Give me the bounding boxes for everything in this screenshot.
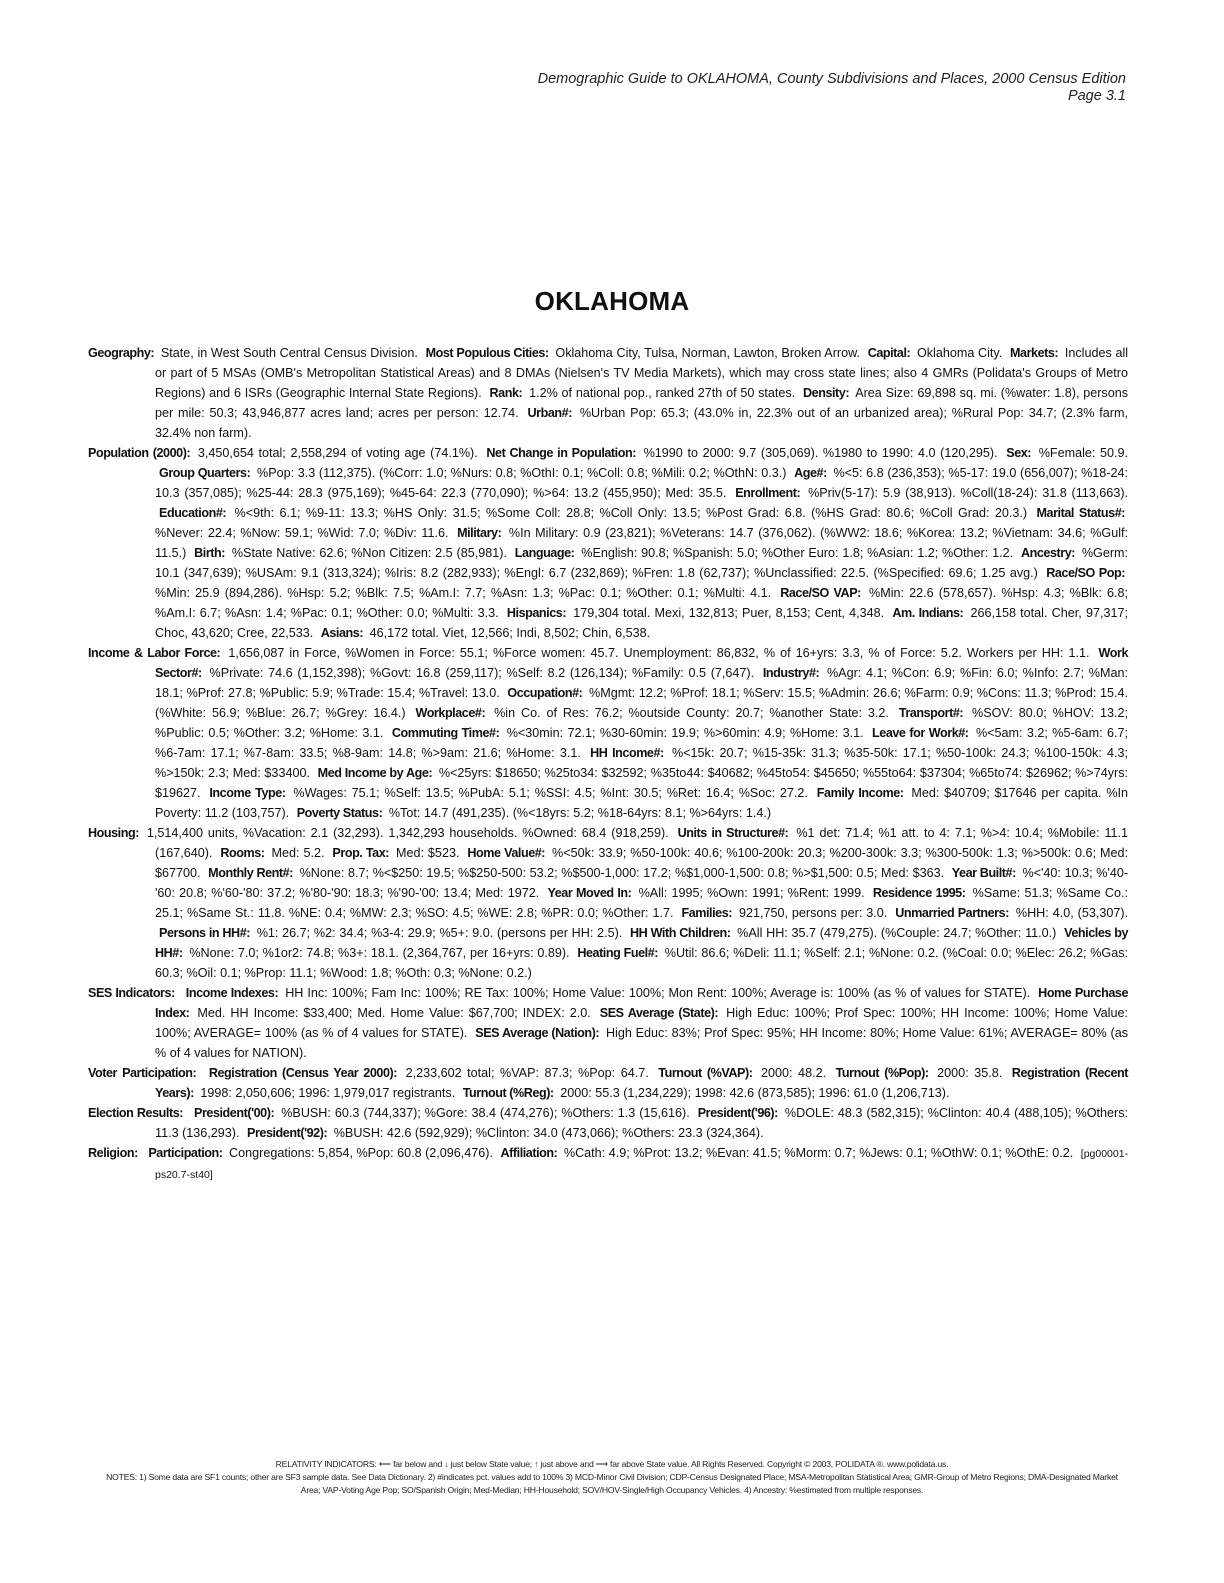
- field-value: %DOLE: 48.3 (582,315); %Clinton: 40.4 (488,105); %Others: 11.3 (136,293).: [155, 1106, 1129, 1140]
- field-value: %Germ: 10.1 (347,639); %USAm: 9.1 (313,324); %Iris: 8.2 (282,933); %Engl: 6.7 (232,869); %Fren: 1.8 (62,737); %Unclassified: 22.5. (%Specified: 69.6; 1.25 avg.): [155, 546, 1129, 580]
- field-value: HH Inc: 100%; Fam Inc: 100%; RE Tax: 100%; Home Value: 100%; Mon Rent: 100%; Average is: 100% (as % of values for STATE).: [285, 986, 1031, 1000]
- field-value: Med: $40709; $17646 per capita. %In Poverty: 11.2 (103,757).: [155, 786, 1129, 820]
- field-value: %Cath: 4.9; %Prot: 13.2; %Evan: 41.5; %Morm: 0.7; %Jews: 0.1; %OthW: 0.1; %OthE: 0.2.: [563, 1146, 1074, 1160]
- section-label: Religion:: [88, 1146, 138, 1160]
- field-label: Transport#:: [898, 706, 964, 720]
- field-label: Turnout (%Reg):: [462, 1086, 554, 1100]
- field-value: Area Size: 69,898 sq. mi. (%water: 1.8), persons per mile: 50.3; 43,946,877 acres land; acres per person: 12.74.: [155, 386, 1129, 420]
- field-value: 2000: 35.8.: [937, 1066, 1003, 1080]
- field-value: Med: 5.2.: [271, 846, 325, 860]
- field-label: Military:: [457, 526, 502, 540]
- field-value: %1: 26.7; %2: 34.4; %3-4: 29.9; %5+: 9.0. (persons per HH: 2.5).: [256, 926, 623, 940]
- section-election: [88, 1103, 1128, 1143]
- field-value: %Urban Pop: 65.3; (43.0% in, 22.3% out of an urbanized area); %Rural Pop: 34.7; (2.3% farm, 32.4% non farm).: [155, 406, 1128, 440]
- field-value: %1990 to 2000: 9.7 (305,069). %1980 to 1990: 4.0 (120,295).: [643, 446, 998, 460]
- field-value: %HH: 4.0, (53,307).: [1015, 906, 1129, 920]
- field-label: Turnout (%Pop):: [835, 1066, 929, 1080]
- field-value: %Pop: 3.3 (112,375). (%Corr: 1.0; %Nurs: 0.8; %OthI: 0.1; %Coll: 0.8; %Mili: 0.2; %OthN: 0.3.): [257, 466, 787, 480]
- section-text: 3,450,654 total; 2,558,294 of voting age (74.1%).: [197, 446, 478, 460]
- field-label: Age#:: [794, 466, 827, 480]
- section-population: [88, 443, 1128, 643]
- field-value: %<30min: 72.1; %30-60min: 19.9; %>60min: 4.9; %Home: 3.1.: [506, 726, 864, 740]
- field-value: %Agr: 4.1; %Con: 6.9; %Fin: 6.0; %Info: 2.7; %Man: 18.1; %Prof: 27.8; %Public: 5.9; %Trade: 15.4; %Travel: 13.0.: [155, 666, 1129, 700]
- field-value: 179,304 total. Mexi, 132,813; Puer, 8,153; Cent, 4,348.: [573, 606, 885, 620]
- field-label: Marital Status#:: [1036, 506, 1125, 520]
- field-label: Asians:: [320, 626, 364, 640]
- field-value: %1 det: 71.4; %1 att. to 4: 7.1; %>4: 10.4; %Mobile: 11.1 (167,640).: [155, 826, 1129, 860]
- field-value: %<50k: 33.9; %50-100k: 40.6; %100-200k: 20.3; %200-300k: 3.3; %300-500k: 1.3; %>500k: 0.6; Med: $67700.: [155, 846, 1129, 880]
- field-label: Residence 1995:: [872, 886, 966, 900]
- field-value: Med: $523.: [395, 846, 460, 860]
- field-label: Commuting Time#:: [391, 726, 500, 740]
- field-label: Registration (Recent Years):: [155, 1066, 1129, 1100]
- field-value: %All: 1995; %Own: 1991; %Rent: 1999.: [638, 886, 865, 900]
- section-text: 1,514,400 units, %Vacation: 2.1 (32,293). 1,342,293 households. %Owned: 68.4 (918,259).: [146, 826, 669, 840]
- field-value: Congregations: 5,854, %Pop: 60.8 (2,096,476).: [229, 1146, 493, 1160]
- field-value: High Educ: 83%; Prof Spec: 95%; HH Income: 80%; Home Value: 61%; AVERAGE= 80% (as % of 4 values for NATION).: [155, 1026, 1129, 1060]
- relativity-indicators: RELATIVITY INDICATORS: ⟵ far below and ↓ just below State value; ↑ just above and ⟶ far above State value. All Rights Reserved. Copyright © 2003, POLIDATA ®. www.polidata.us.: [275, 1459, 949, 1469]
- field-label: Home Value#:: [467, 846, 546, 860]
- field-value: %<5: 6.8 (236,353); %5-17: 19.0 (656,007); %18-24: 10.3 (357,085); %25-44: 28.3 (975,169); %45-64: 22.3 (770,090); %>64: 13.2 (455,950); Med: 35.5.: [155, 466, 1129, 500]
- field-value: Oklahoma City, Tulsa, Norman, Lawton, Broken Arrow.: [555, 346, 860, 360]
- field-label: Affiliation:: [500, 1146, 558, 1160]
- field-label: Language:: [514, 546, 575, 560]
- field-label: Year Moved In:: [547, 886, 632, 900]
- field-value: %State Native: 62.6; %Non Citizen: 2.5 (85,981).: [231, 546, 507, 560]
- field-value: %<15k: 20.7; %15-35k: 31.3; %35-50k: 17.1; %50-100k: 24.3; %100-150k: 4.3; %>150k: 2.3; Med: $33400.: [155, 746, 1129, 780]
- field-value: 1.2% of national pop., ranked 27th of 50 states.: [529, 386, 796, 400]
- field-value: %Util: 86.6; %Deli: 11.1; %Self: 2.1; %None: 0.2. (%Coal: 0.0; %Elec: 26.2; %Gas: 60.3; %Oil: 0.1; %Prop: 11.1; %Wood: 1.8; %Oth: 0.3; %None: 0.2.): [155, 946, 1129, 980]
- field-label: Participation:: [148, 1146, 223, 1160]
- field-label: Net Change in Population:: [486, 446, 636, 460]
- footer-notes: NOTES: 1) Some data are SF1 counts; other are SF3 sample data. See Data Dictionary. 2) #indicates pct. values add to 100% 3) MCD-Minor Civil Division; CDP-Census Designated Place; MSA-Metropolitan Statistical Area; GMR-Group of Metro Regions; DMA-Designated Market Area; VAP-Voting Age Pop; SO/Spanish Origin; Med-Median; HH-Household; SOV/HOV-Single/High Occupancy Vehicles. 4) Ancestry: %estimated from multiple responses.: [106, 1472, 1118, 1495]
- field-label: Density:: [803, 386, 850, 400]
- field-label: President('96):: [697, 1106, 778, 1120]
- field-label: Hispanics:: [506, 606, 567, 620]
- field-value: 2,233,602 total; %VAP: 87.3; %Pop: 64.7.: [405, 1066, 649, 1080]
- field-label: Markets:: [1009, 346, 1059, 360]
- state-title: OKLAHOMA: [534, 286, 690, 316]
- section-religion: [88, 1143, 1128, 1185]
- field-value: %All HH: 35.7 (479,275). (%Couple: 24.7; %Other: 11.0.): [737, 926, 1057, 940]
- field-label: Poverty Status:: [296, 806, 383, 820]
- field-value: %Mgmt: 12.2; %Prof: 18.1; %Serv: 15.5; %Admin: 26.6; %Farm: 0.9; %Cons: 11.3; %Prod: 15.4. (%White: 56.9; %Blue: 26.7; %Grey: 16.4.): [155, 686, 1128, 720]
- field-value: %Min: 22.6 (578,657). %Hsp: 4.3; %Blk: 6.8; %Am.I: 6.7; %Asn: 1.4; %Pac: 0.1; %Other: 0.0; %Multi: 3.3.: [155, 586, 1128, 620]
- guide-title: Demographic Guide to OKLAHOMA, County Subdivisions and Places, 2000 Census Edition: [537, 71, 1126, 87]
- field-label: SES Average (State):: [599, 1006, 719, 1020]
- field-value: %<'40: 10.3; %'40-'60: 20.8; %'60-'80: 37.2; %'80-'90: 18.3; %'90-'00: 13.4; Med: 1972.: [155, 866, 1129, 900]
- page-number: Page 3.1: [1067, 88, 1126, 104]
- field-value: %Private: 74.6 (1,152,398); %Govt: 16.8 (259,117); %Self: 8.2 (126,134); %Family: 0.5 (7,647).: [209, 666, 755, 680]
- field-label: Prop. Tax:: [332, 846, 390, 860]
- field-label: Vehicles by HH#:: [155, 926, 1128, 960]
- section-text: State, in West South Central Census Division.: [160, 346, 418, 360]
- field-value: %Wages: 75.1; %Self: 13.5; %PubA: 5.1; %SSI: 4.5; %Int: 30.5; %Ret: 16.4; %Soc: 27.2.: [293, 786, 808, 800]
- field-label: Persons in HH#:: [159, 926, 250, 940]
- field-value: %Same: 51.3; %Same Co.: 25.1; %Same St.: 11.8. %NE: 0.4; %MW: 2.3; %SO: 4.5; %WE: 2.8; %PR: 0.0; %Other: 1.7.: [155, 886, 1129, 920]
- field-label: Turnout (%VAP):: [658, 1066, 753, 1080]
- field-value: 2000: 55.3 (1,234,229); 1998: 42.6 (873,585); 1996: 61.0 (1,206,713).: [560, 1086, 950, 1100]
- field-label: Ancestry:: [1020, 546, 1075, 560]
- record-code: [pg00001-ps20.7-st40]: [155, 1148, 1129, 1181]
- field-label: Work Sector#:: [155, 646, 1129, 680]
- section-ses: [88, 983, 1128, 1063]
- field-label: Education#:: [159, 506, 227, 520]
- field-label: Race/SO VAP:: [780, 586, 861, 600]
- field-label: Rank:: [489, 386, 523, 400]
- field-label: Heating Fuel#:: [577, 946, 659, 960]
- field-label: Race/SO Pop:: [1046, 566, 1125, 580]
- field-label: Birth:: [194, 546, 226, 560]
- field-label: Group Quarters:: [159, 466, 251, 480]
- field-label: Registration (Census Year 2000):: [208, 1066, 398, 1080]
- field-value: %Tot: 14.7 (491,235). (%<18yrs: 5.2; %18-64yrs: 8.1; %>64yrs: 1.4.): [388, 806, 772, 820]
- page-footer: [96, 1458, 1128, 1497]
- field-value: %English: 90.8; %Spanish: 5.0; %Other Euro: 1.8; %Asian: 1.2; %Other: 1.2.: [581, 546, 1014, 560]
- section-label: Geography:: [88, 346, 155, 360]
- field-value: %SOV: 80.0; %HOV: 13.2; %Public: 0.5; %Other: 3.2; %Home: 3.1.: [155, 706, 1129, 740]
- section-geography: [88, 343, 1128, 443]
- field-label: Rooms:: [220, 846, 265, 860]
- field-label: Families:: [681, 906, 732, 920]
- field-value: %In Military: 0.9 (23,821); %Veterans: 14.7 (376,062). (%WW2: 18.6; %Korea: 13.2; %Vietnam: 34.6; %Gulf: 11.5.): [155, 526, 1129, 560]
- field-label: Am. Indians:: [892, 606, 964, 620]
- field-value: %Min: 25.9 (894,286). %Hsp: 5.2; %Blk: 7.5; %Am.I: 7.7; %Asn: 1.3; %Pac: 0.1; %Other: 0.1; %Multi: 4.1.: [155, 586, 772, 600]
- field-label: Income Indexes:: [185, 986, 279, 1000]
- field-value: %<25yrs: $18650; %25to34: $32592; %35to44: $40682; %45to54: $45650; %55to64: $37304; %65to74: $26962; %>74yrs: $19627.: [155, 766, 1129, 800]
- field-label: President('92):: [247, 1126, 328, 1140]
- section-label: Election Results:: [88, 1106, 184, 1120]
- field-label: Occupation#:: [507, 686, 583, 700]
- field-value: %Female: 50.9.: [1038, 446, 1129, 460]
- field-label: HH Income#:: [590, 746, 664, 760]
- field-label: Urban#:: [527, 406, 572, 420]
- field-label: Industry#:: [762, 666, 820, 680]
- field-label: President('00):: [194, 1106, 275, 1120]
- field-label: Year Built#:: [951, 866, 1016, 880]
- field-value: %None: 7.0; %1or2: 74.8; %3+: 18.1. (2,364,767, per 16+yrs: 0.89).: [189, 946, 570, 960]
- field-value: High Educ: 100%; Prof Spec: 100%; HH Income: 100%; Home Value: 100%; AVERAGE= 100% (as % of 4 values for STATE).: [155, 1006, 1128, 1040]
- section-voter: [88, 1063, 1128, 1103]
- field-label: Most Populous Cities:: [425, 346, 549, 360]
- field-value: 1998: 2,050,606; 1996: 1,979,017 registrants.: [200, 1086, 456, 1100]
- field-label: Capital:: [867, 346, 911, 360]
- field-label: Leave for Work#:: [872, 726, 969, 740]
- field-label: Workplace#:: [415, 706, 486, 720]
- field-label: Enrollment:: [735, 486, 801, 500]
- section-income: [88, 643, 1128, 823]
- field-value: %None: 8.7; %<$250: 19.5; %$250-500: 53.2; %$500-1,000: 17.2; %$1,000-1,500: 0.8; %>$1,500: 0.5; Med: $363.: [299, 866, 945, 880]
- field-label: Income Type:: [209, 786, 286, 800]
- field-label: SES Average (Nation):: [475, 1026, 600, 1040]
- field-value: %<5am: 3.2; %5-6am: 6.7; %6-7am: 17.1; %7-8am: 33.5; %8-9am: 14.8; %>9am: 21.6; %Home: 3.1.: [155, 726, 1129, 760]
- section-housing: [88, 823, 1128, 983]
- field-value: %Never: 22.4; %Now: 59.1; %Wid: 7.0; %Div: 11.6.: [155, 526, 449, 540]
- section-text: 1,656,087 in Force, %Women in Force: 55.1; %Force women: 45.7. Unemployment: 86,832, % of 16+yrs: 3.3, % of Force: 5.2. Workers per HH: 1.1.: [228, 646, 1090, 660]
- section-label: Income & Labor Force:: [88, 646, 221, 660]
- section-label: Population (2000):: [88, 446, 191, 460]
- field-label: Monthly Rent#:: [208, 866, 293, 880]
- field-label: Units in Structure#:: [677, 826, 789, 840]
- field-value: %Priv(5-17): 5.9 (38,913). %Coll(18-24): 31.8 (113,663).: [808, 486, 1129, 500]
- section-label: SES Indicators:: [88, 986, 175, 1000]
- field-value: Oklahoma City.: [916, 346, 1003, 360]
- field-value: Includes all or part of 5 MSAs (OMB's Metropolitan Statistical Areas) and 8 DMAs (Nielsen's TV Media Markets), which may cross state lines; also 4 GMRs (Polidata's Groups of Metro Regions) and 6 ISRs (Geographic Internal State Regions).: [155, 346, 1129, 400]
- field-label: HH With Children:: [630, 926, 731, 940]
- field-label: Home Purchase Index:: [155, 986, 1128, 1020]
- field-value: Med. HH Income: $33,400; Med. Home Value: $67,700; INDEX: 2.0.: [197, 1006, 591, 1020]
- profile-content: [88, 343, 1128, 1185]
- field-value: 46,172 total. Viet, 12,566; Indi, 8,502; Chin, 6,538.: [369, 626, 651, 640]
- page-header: [326, 71, 1126, 105]
- field-value: %<9th: 6.1; %9-11: 13.3; %HS Only: 31.5; %Some Coll: 28.8; %Coll Only: 13.5; %Post Grad: 6.8. (%HS Grad: 80.6; %Coll Grad: 20.3.): [234, 506, 1028, 520]
- field-label: Unmarried Partners:: [895, 906, 1009, 920]
- section-label: Housing:: [88, 826, 139, 840]
- field-label: Med Income by Age:: [317, 766, 433, 780]
- section-label: Voter Participation:: [88, 1066, 197, 1080]
- field-value: 266,158 total. Cher, 97,317; Choc, 43,620; Cree, 22,533.: [155, 606, 1128, 640]
- field-value: 921,750, persons per: 3.0.: [738, 906, 888, 920]
- field-value: %BUSH: 42.6 (592,929); %Clinton: 34.0 (473,066); %Others: 23.3 (324,364).: [333, 1126, 764, 1140]
- field-label: Sex:: [1006, 446, 1032, 460]
- field-value: 2000: 48.2.: [761, 1066, 827, 1080]
- field-value: %BUSH: 60.3 (744,337); %Gore: 38.4 (474,276); %Others: 1.3 (15,616).: [281, 1106, 690, 1120]
- field-value: %in Co. of Res: 76.2; %outside County: 20.7; %another State: 3.2.: [494, 706, 889, 720]
- field-label: Family Income:: [816, 786, 904, 800]
